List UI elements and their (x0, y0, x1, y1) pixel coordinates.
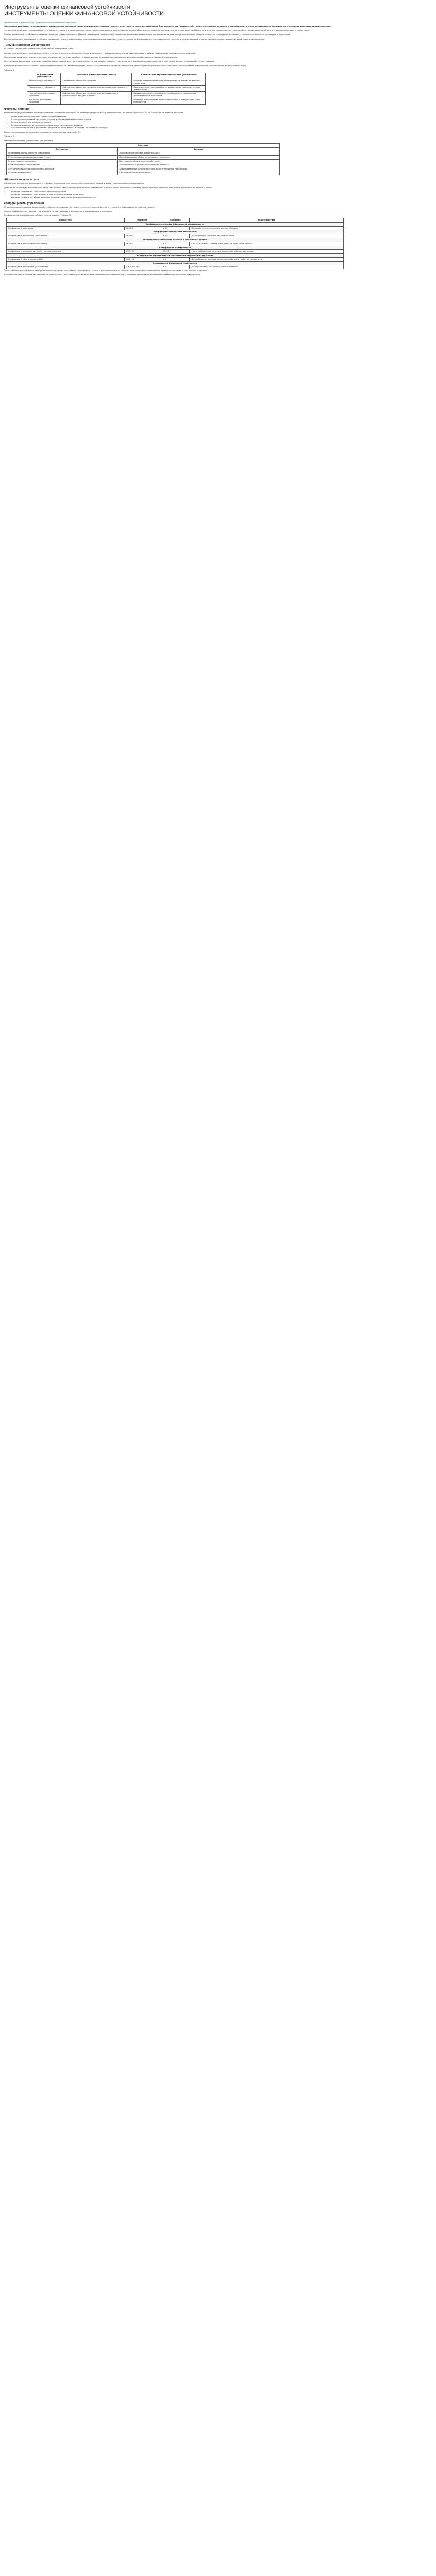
types-table (27, 73, 206, 105)
list-item: • Излишек (недостаток) собственных и долгосрочных заемных источников (11, 194, 424, 196)
table-cell: 0,2–0,5 (161, 250, 190, 254)
intro-paragraph: Финансовая устойчивость предприятия – определенное состояние счетов предприятия, гарантирующее его постоянную платежеспособность. Она отражает соотношение собственного и заемного капитала и характеризует степень независимости предприятия от внешних источников финансирования. (4, 25, 332, 27)
factors-table (6, 143, 280, 175)
table-cell: Коэффициент финансовой устойчивости (7, 265, 125, 269)
table-header-cell: Норматив (161, 218, 190, 223)
paragraph: Различают четыре типа финансовой устойчивости предприятия (табл. 1). (4, 47, 77, 50)
table-cell: Качество менеджмента (7, 171, 118, 175)
section-heading: Факторы влияния (4, 107, 30, 111)
table-header-cell: Внутренние (7, 147, 118, 151)
table-cell: Сколько заемных средств приходится на рубль собственных (190, 242, 344, 246)
section-types (4, 44, 424, 105)
table-caption: Коэффициенты финансовой устойчивости предприятия (Таблица 3) (4, 214, 72, 217)
table-cell: Доля собственного капитала в валюте баланса (190, 226, 344, 230)
table-cell: Законодательные акты по контролю за деятельностью предприятия (118, 167, 280, 171)
table-cell: ≥ 0,1 (161, 258, 190, 262)
published-date[interactable]: Опубликовано 2 февраля 2021 (4, 22, 34, 24)
paragraph: Абсолютная устойчивость характеризуется отсутствием неплатежей и причин их возникновения, отсутствием просроченной задолженности и работой предприятия без привлечения кредитов. (4, 52, 196, 55)
table-cell: Коэффициент обеспеченности СОС (7, 258, 125, 262)
factors-list (4, 116, 424, 129)
paragraph: Относительные показатели финансовой устойчивости характеризуют структуру капитала предприятия и степень его зависимости от заемных средств. (4, 206, 155, 208)
paragraph: Таким образом, оценка финансовой устойчивости предприятия позволяет определить степень его независимости от внешних источников финансирования и своевременно выявить негативные тенденции. (4, 269, 208, 272)
section-relative (4, 202, 424, 269)
paragraph: По месту возникновения выделяют внешние и внутренние факторы (табл. 2). (4, 131, 81, 133)
paragraph: Абсолютные показатели финансовой устойчивости характеризуют степень обеспеченности запасов и затрат источниками их формирования. (4, 182, 145, 184)
table-row (27, 79, 206, 86)
table-cell: Собственные оборотные средства плюс долгосрочные и краткосрочные кредиты и займы (61, 92, 132, 98)
absolute-list (4, 191, 424, 199)
table-row (7, 151, 280, 156)
list-item: • Состояние имущества и финансовых ресурсов, включая запасы и резервы, их состав и структуру (11, 127, 424, 129)
table-row (27, 98, 206, 104)
list-item: • Структура выпускаемой продукции, ее доля в общем платежеспособном спросе (11, 118, 424, 121)
table-cell: Кризисное финансовое состояние (27, 98, 61, 104)
table-cell: Размер уставного капитала (7, 159, 118, 163)
table-cell: Преобладающая в обществе техника и технология (118, 155, 280, 159)
paragraph: Неустойчивое финансовое состояние характеризуется нарушением платежеспособности, при котором сохраняется возможность восстановления равновесия за счет пополнения источников собственных средств. (4, 60, 215, 63)
paragraph: На финансовую устойчивость предприятия влияет множество факторов. Их классифицируют по месту возникновения, по важности результата, по структуре, по времени действия. (4, 111, 184, 114)
table-row (7, 167, 280, 171)
page-subtitle: ИНСТРУМЕНТЫ ОЦЕНКИ ФИНАНСОВОЙ УСТОЙЧИВОСТИ (4, 11, 164, 17)
table-header-cell: Характеристика (190, 218, 344, 223)
table-group-row (7, 222, 344, 226)
ratios-table (6, 218, 344, 269)
table-cell: Высокая платежеспособность; предприятие не зависит от внешних кредиторов (132, 79, 206, 86)
table-cell: Доля устойчивых источников финансирования (190, 265, 344, 269)
table-group-row (7, 238, 344, 242)
table-header-cell: Источники финансирования запасов (61, 73, 132, 79)
paragraph: Нормальная устойчивость свидетельствует о нормальной платежеспособности, рациональном использовании заемных средств и высокой доходности текущей деятельности. (4, 56, 178, 59)
table-group-label: Коэффициент финансовой устойчивости (7, 261, 344, 265)
table-row (7, 163, 280, 167)
intro-paragraph: Внутренний анализ финансовой устойчивости позволяет изучить эффективность использования финансовых ресурсов, источники их формирования, соотношение собственных и заемных средств, а также выявить резервы повышения устойчивости предприятия. (4, 38, 265, 40)
section-factors (4, 108, 424, 175)
page-title: Инструменты оценки финансовой устойчивости (4, 4, 130, 10)
table-cell: Экономическая и финансово-кредитная политика (118, 163, 280, 167)
table-cell: Нормальная платежеспособность; эффективная производственная деятельность (132, 86, 206, 92)
table-cell: Структура выпускаемой продукции (услуг) (7, 155, 118, 159)
paragraph: Комплексное использование абсолютных и относительных показателей дает возможность принимать обоснованные управленческие решения по укреплению финансового положения предприятия. (4, 274, 201, 276)
table-row (7, 226, 344, 230)
intro-block (4, 25, 424, 41)
section-heading: Абсолютные показатели (4, 178, 39, 181)
table-header-row (7, 144, 280, 148)
table-cell: Платежеспособный спрос потребителей (118, 159, 280, 163)
ratios-table-body (7, 222, 344, 269)
table-cell: ≥ 0,7 (161, 265, 190, 269)
table-header-cell: Показатель (7, 218, 125, 223)
table-row (27, 92, 206, 98)
table-cell: ЗК / СК (124, 242, 161, 246)
table-row (27, 86, 206, 92)
rubric-link[interactable]: Рубрика: Анализ финансового состояния (36, 22, 77, 24)
table-cell: Экономические условия хозяйствования (118, 151, 280, 156)
table-cell: Абсолютная устойчивость (27, 79, 61, 86)
table-cell: СК / ВБ (124, 226, 161, 230)
list-item: • Отраслевая принадлежность субъекта хозяйствования (11, 116, 424, 118)
table-title: Факторы финансовой устойчивости предприятия (4, 140, 53, 142)
table-group-row (7, 261, 344, 265)
article (0, 0, 428, 283)
paragraph: Для оценки используют показатели наличия собственных оборотных средств, наличия собственных и долгосрочных заемных источников, общей величины основных источников формирования запасов и затрат. (4, 187, 213, 189)
table-cell: Коэффициент финансового левериджа (7, 242, 125, 246)
table-group-row (7, 230, 344, 234)
table-header-row (7, 218, 344, 223)
table-cell: Нарушение платежеспособности; необходимость привлечения дополнительных источников (132, 92, 206, 98)
table-cell: Доля оборотных активов, финансируемая за счет собственных средств (190, 258, 344, 262)
table-group-label: Коэффициент маневренности (7, 246, 344, 250)
paragraph: Анализ коэффициентов проводится в динамике за ряд периодов и в сравнении с нормативными значениями. (4, 210, 113, 213)
table-group-row (7, 253, 344, 258)
paragraph: Кризисное финансовое состояние – предприятие находится на грани банкротства, поскольку денежные средства, краткосрочные ценные бумаги и дебиторская задолженность не покрывают кредиторской задолженности и просроченных ссуд. (4, 64, 247, 67)
table-cell: Собственные оборотные средства плюс долгосрочные кредиты и займы (61, 86, 132, 92)
table-cell: Состояние имущества и финансовых ресурсов (7, 167, 118, 171)
table-cell: ЗК / ВБ (124, 234, 161, 238)
table-cell: (СК + ДО) / ВБ (124, 265, 161, 269)
table-group-label: Коэффициент соотношения заемных и собственных средств (7, 238, 344, 242)
table-group-row (7, 246, 344, 250)
table-cell: ≤ 1 (161, 242, 190, 246)
table-caption: Таблица 1 (4, 69, 14, 71)
table-cell: Доля заемного капитала в валюте баланса (190, 234, 344, 238)
table-cell: — (61, 98, 132, 104)
table-row (7, 250, 344, 254)
table-row (7, 258, 344, 262)
table-row (7, 242, 344, 246)
table-header-row (27, 73, 206, 79)
table-cell: Собственные оборотные средства (61, 79, 132, 86)
table-group-label: Коэффициент обеспеченности собственными оборотными средствами (7, 253, 344, 258)
list-item: • Величина издержек, их динамика по сравнению с денежными доходами (11, 124, 424, 127)
table-group-label: Коэффициент финансовой зависимости (7, 230, 344, 234)
table-cell: Величина и структура издержек (7, 163, 118, 167)
table-cell: ≤ 0,5 (161, 234, 190, 238)
table-cell: ≥ 0,5 (161, 226, 190, 230)
table-row (7, 155, 280, 159)
table-row (7, 265, 344, 269)
table-caption: Таблица 2 (4, 135, 14, 138)
section-heading: Типы финансовой устойчивости (4, 43, 50, 47)
table-header-row (7, 147, 280, 151)
table-group-label: Коэффициент автономии (финансовой независимости) (7, 222, 344, 226)
table-cell: Предприятие полностью неплатежеспособно и находится на грани банкротства (132, 98, 206, 104)
table-cell: Коэффициент финансовой зависимости (7, 234, 125, 238)
table-cell: Коэффициент маневренности собственного капитала (7, 250, 125, 254)
table-cell: Отраслевая принадлежность предприятия (7, 151, 118, 156)
table-cell: СОС / СК (124, 250, 161, 254)
section-conclusion (4, 269, 424, 276)
table-header-cell: Формула (124, 218, 161, 223)
table-cell: Неустойчивое финансовое состояние (27, 92, 61, 98)
table-header-cell: Тип финансовой устойчивости (27, 73, 61, 79)
list-item: • Излишек (недостаток) собственных оборотных средств (11, 191, 424, 193)
table-cell: СОС / ОА (124, 258, 161, 262)
section-heading: Коэффициенты управления (4, 201, 44, 205)
article-meta: Опубликовано 2 февраля 2021 · Рубрика: Анализ финансового состояния (4, 22, 77, 24)
table-cell: Нормальная устойчивость (27, 86, 61, 92)
section-absolute (4, 178, 424, 199)
table-group-header: Факторы (7, 144, 280, 148)
table-header-cell: Краткая характеристика финансовой устойчивости (132, 73, 206, 79)
table-row (7, 234, 344, 238)
intro-paragraph: Оценка финансовой устойчивости позволяет внешним субъектам анализа (банкам, инвесторам, поставщикам) определить финансовые возможности предприятия на длительную перспективу, которые зависят от структуры его капитала, степени зависимости от кредиторов и инвесторов. (4, 33, 291, 36)
table-header-cell: Внешние (118, 147, 280, 151)
intro-paragraph: Финансовая устойчивость предприятия – это такое состояние его финансовых ресурсов, их распределение и использование, которое обеспечивает развитие предприятия на основе роста прибыли и капитала при сохранении платежеспособности и кредитоспособности в условиях допустимого уровня риска. (4, 29, 310, 32)
table-row (7, 159, 280, 163)
table-cell: Система ценностей в обществе (118, 171, 280, 175)
table-cell: Часть собственного капитала, вложенная в оборотные активы (190, 250, 344, 254)
list-item: • Размер оплаченного уставного капитала (11, 121, 424, 124)
table-row (7, 171, 280, 175)
table-cell: Коэффициент автономии (7, 226, 125, 230)
list-item: • Излишек (недостаток) общей величины основных источников формирования запасов (11, 196, 424, 199)
